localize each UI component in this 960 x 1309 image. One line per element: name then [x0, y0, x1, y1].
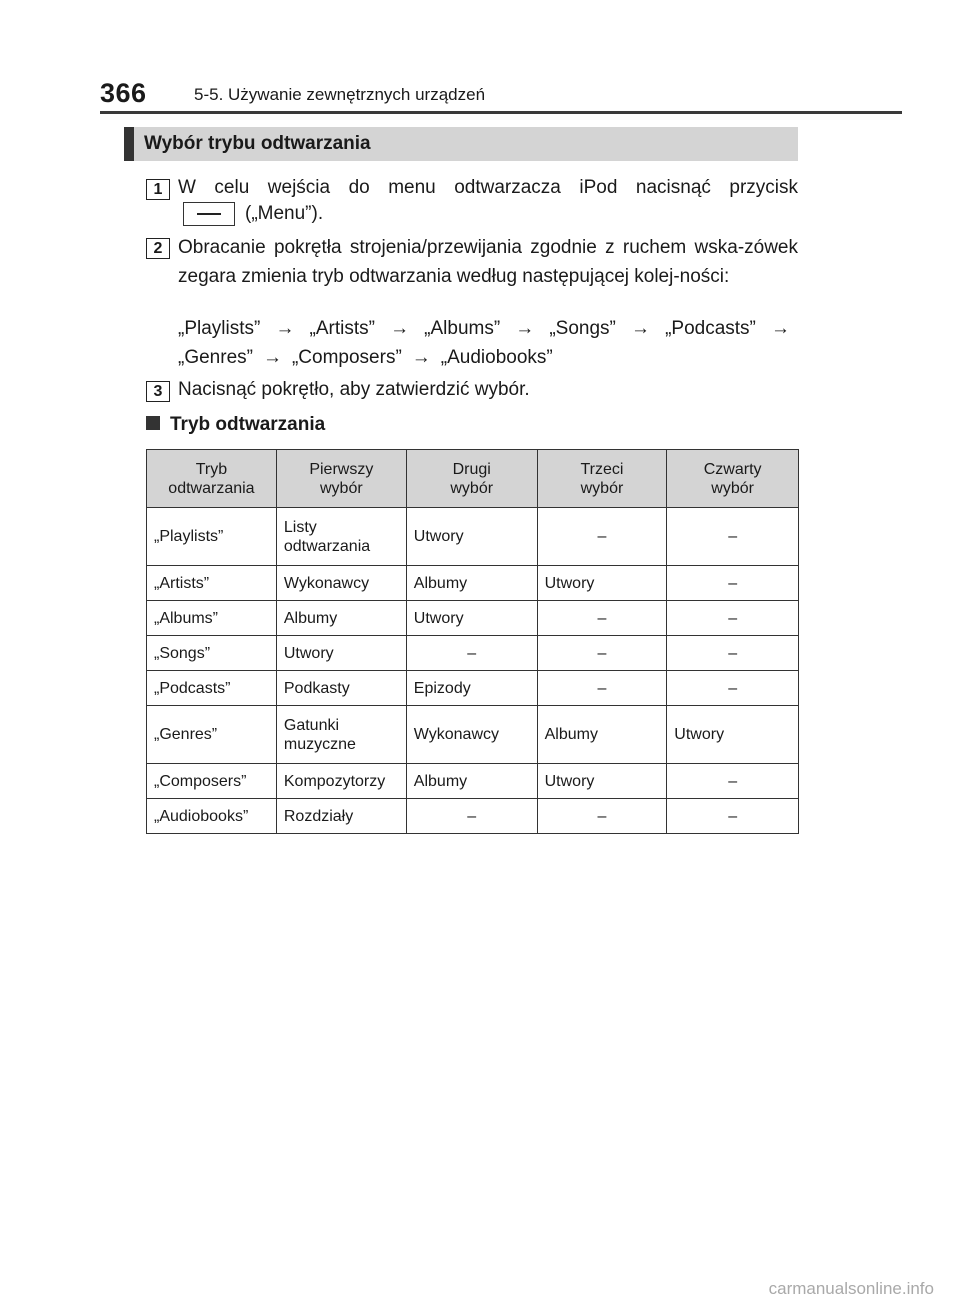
- cell-text: Wykonawcy: [413, 726, 500, 743]
- table-body: [147, 508, 799, 834]
- mode-sequence-item: „Podcasts”: [665, 318, 756, 339]
- table-header-cell: [276, 450, 406, 508]
- table-header-cell: [406, 450, 537, 508]
- mode-sequence-item: „Songs”: [549, 318, 616, 339]
- table-cell: [667, 706, 799, 764]
- step-number-3: 3: [146, 381, 170, 402]
- table-cell: [147, 671, 277, 706]
- cell-text: Albumy: [544, 726, 598, 743]
- playback-modes-table: [146, 449, 799, 834]
- cell-text: Albumy: [413, 574, 468, 592]
- step-1-line-2: („Menu”).: [245, 203, 324, 224]
- table-cell: [406, 764, 537, 799]
- mode-sequence-item: „Composers”: [291, 347, 402, 368]
- table-cell: [147, 508, 277, 566]
- cell-text: wybór: [711, 479, 754, 497]
- table-cell: [537, 566, 667, 601]
- table-row: [147, 706, 799, 764]
- mode-sequence-item: „Playlists”: [178, 318, 261, 339]
- cell-text: odtwarzania: [168, 479, 255, 497]
- table-row: [147, 601, 799, 636]
- table-cell: [537, 706, 667, 764]
- cell-text: –: [728, 644, 738, 662]
- cell-text: –: [467, 807, 477, 825]
- cell-text: „Composers”: [154, 772, 247, 790]
- table-cell: [276, 799, 406, 834]
- table-cell: [406, 706, 537, 764]
- cell-text: –: [728, 609, 738, 627]
- menu-button-icon: [183, 202, 235, 226]
- cell-text: odtwarzania: [283, 537, 371, 555]
- mode-sequence-line-2: [178, 343, 800, 372]
- cell-text: –: [728, 679, 738, 697]
- cell-text: –: [597, 528, 607, 545]
- cell-text: –: [728, 528, 738, 545]
- cell-text: muzyczne: [283, 735, 356, 753]
- arrow-right-icon: →: [515, 318, 535, 339]
- cell-text: Epizody: [413, 679, 471, 697]
- table-row: [147, 566, 799, 601]
- cell-text: „Playlists”: [154, 528, 224, 545]
- table-cell: [537, 601, 667, 636]
- section-title-bar: [124, 127, 798, 161]
- table-cell: [406, 508, 537, 566]
- table-cell: [276, 764, 406, 799]
- cell-text: –: [728, 807, 738, 825]
- table-row: [147, 508, 799, 566]
- table-cell: [667, 508, 799, 566]
- cell-text: Tryb: [195, 460, 228, 478]
- mode-sequence-line-1: [178, 314, 800, 343]
- cell-text: Albumy: [283, 609, 338, 627]
- table-row: [147, 671, 799, 706]
- table-row: [147, 799, 799, 834]
- cell-text: Utwory: [413, 609, 464, 627]
- step-number-2: 2: [146, 238, 170, 259]
- table-cell: [276, 706, 406, 764]
- table-cell: [406, 636, 537, 671]
- cell-text: Drugi: [452, 460, 491, 478]
- mode-sequence-item: „Albums”: [424, 318, 501, 339]
- table-cell: [147, 706, 277, 764]
- table-header-cell: [537, 450, 667, 508]
- table-row: [147, 636, 799, 671]
- table-cell: [406, 566, 537, 601]
- table-cell: [406, 799, 537, 834]
- cell-text: Utwory: [413, 528, 464, 545]
- cell-text: –: [597, 679, 607, 697]
- table-cell: [147, 566, 277, 601]
- cell-text: wybór: [450, 479, 494, 497]
- page-number: 366: [100, 78, 147, 108]
- cell-text: „Albums”: [154, 609, 219, 627]
- mode-sequence-item: „Audiobooks”: [440, 347, 553, 368]
- cell-text: Albumy: [413, 772, 468, 790]
- mode-sequence-item: „Artists”: [309, 318, 375, 339]
- cell-text: „Podcasts”: [154, 679, 231, 697]
- page-header: [100, 74, 900, 108]
- arrow-right-icon: →: [770, 318, 790, 339]
- step-2-text: Obracanie pokrętła strojenia/przewijania zgodnie z ruchem wska-zówek zegara zmienia tryb odtwarzania według następującej kolej-ności:: [178, 237, 798, 287]
- cell-text: Utwory: [544, 574, 595, 592]
- cell-text: Trzeci: [580, 460, 624, 478]
- section-path: 5-5. Używanie zewnętrznych urządzeń: [194, 85, 486, 104]
- cell-text: „Genres”: [154, 726, 218, 743]
- table-cell: [406, 671, 537, 706]
- table-cell: [147, 764, 277, 799]
- cell-text: Wykonawcy: [283, 574, 370, 592]
- table-cell: [537, 508, 667, 566]
- cell-text: –: [728, 574, 738, 592]
- arrow-right-icon: →: [390, 318, 410, 339]
- table-cell: [667, 601, 799, 636]
- step-3-text: Nacisnąć pokrętło, aby zatwierdzić wybór.: [178, 379, 530, 400]
- section-title: Wybór trybu odtwarzania: [144, 133, 371, 154]
- table-cell: [276, 636, 406, 671]
- table-cell: [147, 799, 277, 834]
- cell-text: –: [467, 644, 477, 662]
- table-cell: [537, 764, 667, 799]
- cell-text: –: [597, 807, 607, 825]
- table-cell: [537, 636, 667, 671]
- cell-text: –: [597, 609, 607, 627]
- cell-text: wybór: [319, 479, 363, 497]
- cell-text: Rozdziały: [283, 807, 354, 825]
- table-cell: [276, 508, 406, 566]
- cell-text: Listy: [283, 518, 317, 536]
- arrow-right-icon: →: [630, 318, 650, 339]
- cell-text: Utwory: [283, 644, 334, 662]
- cell-text: –: [597, 644, 607, 662]
- table-cell: [537, 671, 667, 706]
- cell-text: Czwarty: [703, 460, 762, 478]
- cell-text: Utwory: [674, 726, 725, 743]
- table-cell: [276, 601, 406, 636]
- watermark: carmanualsonline.info: [768, 1279, 934, 1298]
- table-cell: [406, 601, 537, 636]
- table-header-cell: [667, 450, 799, 508]
- cell-text: Utwory: [544, 772, 595, 790]
- table-cell: [147, 601, 277, 636]
- subsection-title: Tryb odtwarzania: [170, 414, 326, 435]
- cell-text: wybór: [580, 479, 624, 497]
- arrow-right-icon: →: [275, 318, 295, 339]
- table-cell: [276, 671, 406, 706]
- cell-text: „Artists”: [154, 574, 210, 592]
- table-cell: [667, 764, 799, 799]
- table-cell: [276, 566, 406, 601]
- table-cell: [667, 566, 799, 601]
- square-bullet-icon: [146, 416, 160, 430]
- cell-text: Gatunki: [283, 716, 340, 734]
- arrow-right-icon: →: [262, 347, 282, 368]
- table-header-cell: [147, 450, 277, 508]
- cell-text: –: [728, 772, 738, 790]
- table-cell: [537, 799, 667, 834]
- table-cell: [667, 671, 799, 706]
- step-1-line-1: W celu wejścia do menu odtwarzacza iPod nacisnąć przycisk: [178, 177, 798, 198]
- cell-text: Kompozytorzy: [283, 772, 386, 790]
- table-header-row: [147, 450, 799, 508]
- arrow-right-icon: →: [411, 347, 431, 368]
- header-rule: [100, 111, 902, 114]
- subsection-heading: [146, 414, 325, 436]
- table-cell: [667, 799, 799, 834]
- table-cell: [667, 636, 799, 671]
- table-row: [147, 764, 799, 799]
- cell-text: „Audiobooks”: [154, 807, 249, 825]
- table-cell: [147, 636, 277, 671]
- cell-text: Podkasty: [283, 679, 350, 697]
- cell-text: Pierwszy: [309, 460, 374, 478]
- cell-text: „Songs”: [154, 644, 211, 662]
- mode-sequence-item: „Genres”: [178, 347, 253, 368]
- step-number-1: 1: [146, 179, 170, 200]
